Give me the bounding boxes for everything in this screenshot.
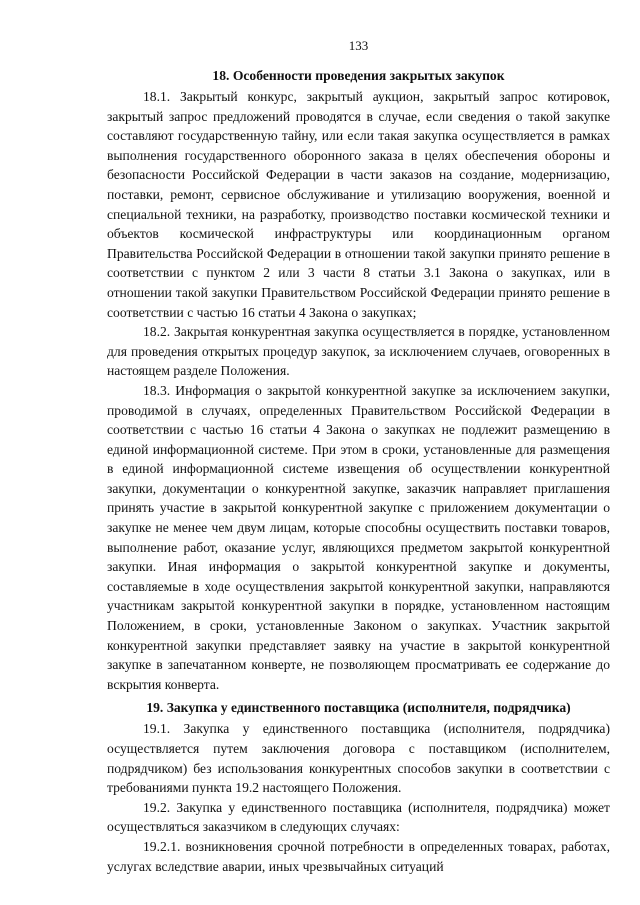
section-18	[107, 66, 610, 694]
section-heading: 18. Особенности проведения закрытых закупок	[212, 68, 505, 83]
section-heading: 19. Закупка у единственного поставщика (исполнителя, подрядчика)	[146, 700, 571, 716]
page-number: 133	[348, 38, 369, 53]
document-page	[107, 0, 610, 876]
paragraph-19-2-1: 19.2.1. возникновения срочной потребности в определенных товарах, работах, услугах вследствие аварии, иных чрезвычайных ситуаций	[107, 838, 610, 874]
paragraph-18-2: 18.2. Закрытая конкурентная закупка осуществляется в порядке, установленном для проведения открытых процедур закупок, за исключением случаев, оговоренных в настоящем разделе Положения.	[107, 324, 610, 379]
paragraph-19-2: 19.2. Закупка у единственного поставщика (исполнителя, подрядчика) может осуществляться заказчиком в следующих случаях:	[107, 799, 610, 835]
section-19	[107, 698, 610, 876]
paragraph-18-3: 18.3. Информация о закрытой конкурентной закупке за исключением закупки, проводимой в случаях, определенных Правительством Российской Федерации в соответствии с частью 16 статьи 4 Закона о закупках не подлежит размещению в единой информационной системе. При этом в сроки, установленные для размещения в единой информационной системе извещения об осуществлении конкурентной закупки, документации о конкурентной закупке, заказчик направляет приглашения принять участие в закрытой конкурентной закупке с приложением документации о закупке не менее чем двум лицам, которые способны осуществить поставки товаров, выполнение работ, оказание услуг, являющихся предметом закрытой конкурентной закупки. Иная информация о закрытой конкурентной закупке и документы, составляемые в ходе осуществления закрытой конкурентной закупки, направляются участникам закрытой конкурентной закупки в порядке, установленном настоящим Положением, в сроки, установленные Законом о закупках. Участник закрытой конкурентной закупки представляет заявку на участие в закрытой конкурентной закупке в запечатанном конверте, не позволяющем просматривать ее содержание до вскрытия конверта.	[107, 382, 610, 692]
paragraph-19-1: 19.1. Закупка у единственного поставщика (исполнителя, подрядчика) осуществляется путем заключения договора с поставщиком (исполнителем, подрядчиком) без использования конкурентных способов закупки в соответствии с требованиями пункта 19.2 настоящего Положения.	[107, 721, 610, 796]
paragraph-18-1: 18.1. Закрытый конкурс, закрытый аукцион, закрытый запрос котировок, закрытый запрос предложений проводятся в случае, если сведения о такой закупке составляют государственную тайну, или если такая закупка осуществляется в рамках выполнения государственного оборонного заказа в целях обеспечения обороны и безопасности Российской Федерации в части заказов на создание, модернизацию, поставки, ремонт, сервисное обслуживание и утилизацию вооружения, военной и специальной техники, на разработку, производство поставки космической техники и объектов космической инфраструктуры или координационным органом Правительства Российской Федерации в отношении такой закупки принято решение в соответствии с пунктом 2 или 3 части 8 статьи 3.1 Закона о закупках, или в отношении такой закупки Правительством Российской Федерации принято решение в соответствии с частью 16 статьи 4 Закона о закупках;	[107, 89, 610, 320]
